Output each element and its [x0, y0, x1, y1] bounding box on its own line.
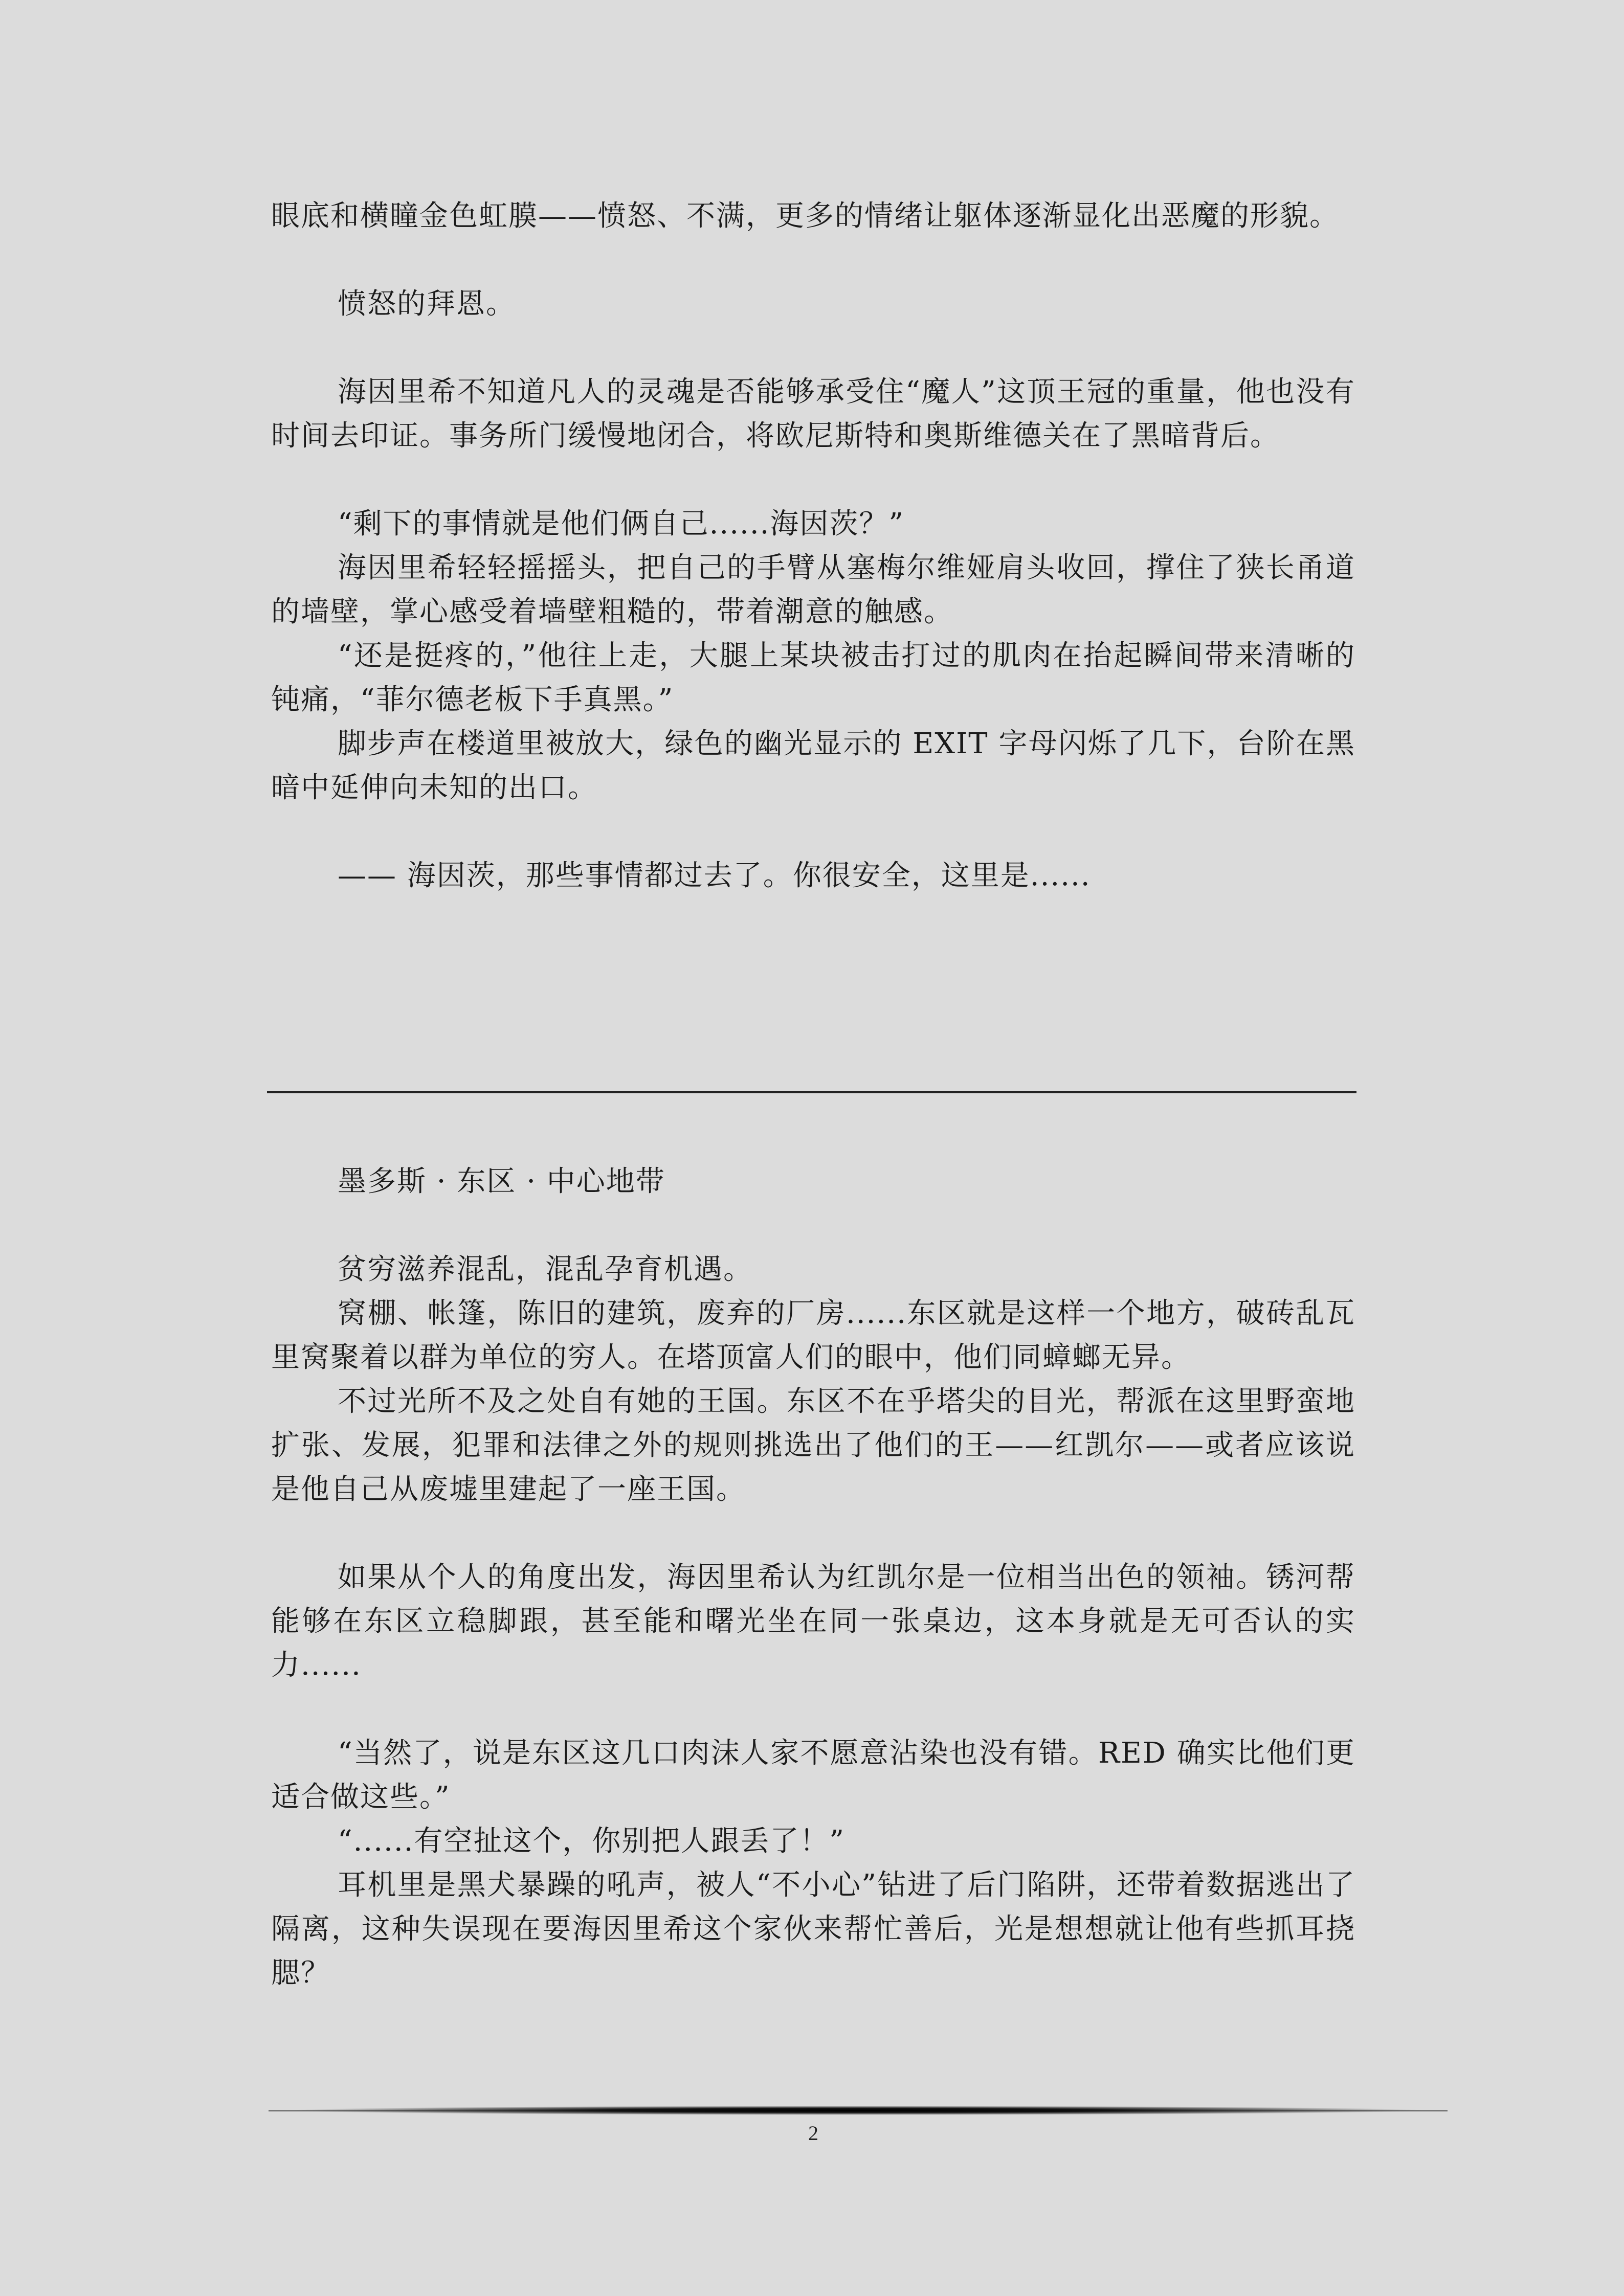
- paragraph: “还是挺疼的，”他往上走，大腿上某块被击打过的肌肉在抬起瞬间带来清晰的钝痛，“菲尔德老板下手真黑。”: [271, 639, 1355, 716]
- paragraph: 海因里希轻轻摇摇头，把自己的手臂从塞梅尔维娅肩头收回，撑住了狭长甬道的墙壁，掌心感受着墙壁粗糙的，带着潮意的触感。: [271, 551, 1355, 628]
- section-heading: 墨多斯 · 东区 · 中心地带: [338, 1165, 665, 1198]
- paragraph: 脚步声在楼道里被放大，绿色的幽光显示的 EXIT 字母闪烁了几下，台阶在黑暗中延伸向未知的出口。: [271, 727, 1355, 804]
- section-divider: [267, 1091, 1356, 1093]
- paragraph: “剩下的事情就是他们俩自己......海因茨？”: [338, 507, 905, 541]
- paragraph: 如果从个人的角度出发，海因里希认为红凯尔是一位相当出色的领袖。锈河帮能够在东区立稳脚跟，甚至能和曙光坐在同一张桌边，这本身就是无可否认的实力......: [271, 1561, 1355, 1682]
- paragraph: “当然了，说是东区这几口肉沫人家不愿意沾染也没有错。RED 确实比他们更适合做这些。”: [271, 1737, 1355, 1814]
- paragraph-gap: [271, 458, 1355, 502]
- section-two: [271, 1160, 1355, 1995]
- footer-ornament: [269, 2106, 1448, 2115]
- paragraph-gap: [271, 1512, 1355, 1556]
- paragraph-gap: [271, 1204, 1355, 1248]
- section-one: [271, 194, 1355, 898]
- paragraph: “......有空扯这个，你别把人跟丢了！”: [338, 1825, 846, 1858]
- paragraph: 贫穷滋养混乱，混乱孕育机遇。: [338, 1253, 753, 1286]
- paragraph: —— 海因茨，那些事情都过去了。你很安全，这里是......: [338, 859, 1091, 892]
- paragraph-gap: [271, 1687, 1355, 1731]
- paragraph: 海因里希不知道凡人的灵魂是否能够承受住“魔人”这顶王冠的重量，他也没有时间去印证。事务所门缓慢地闭合，将欧尼斯特和奥斯维德关在了黑暗背后。: [271, 375, 1355, 453]
- paragraph: 窝棚、帐篷，陈旧的建筑，废弃的厂房......东区就是这样一个地方，破砖乱瓦里窝聚着以群为单位的穷人。在塔顶富人们的眼中，他们同蟑螂无异。: [271, 1297, 1355, 1374]
- paragraph: 眼底和横瞳金色虹膜——愤怒、不满，更多的情绪让躯体逐渐显化出恶魔的形貌。: [271, 199, 1339, 233]
- paragraph-gap: [271, 326, 1355, 370]
- paragraph-gap: [271, 810, 1355, 854]
- page-number: 2: [808, 2122, 818, 2145]
- paragraph: 愤怒的拜恩。: [338, 287, 516, 321]
- paragraph: 不过光所不及之处自有她的王国。东区不在乎塔尖的目光，帮派在这里野蛮地扩张、发展，犯罪和法律之外的规则挑选出了他们的王——红凯尔——或者应该说是他自己从废墟里建起了一座王国。: [271, 1385, 1355, 1506]
- paragraph-gap: [271, 238, 1355, 282]
- paragraph: 耳机里是黑犬暴躁的吼声，被人“不小心”钻进了后门陷阱，还带着数据逃出了隔离，这种失误现在要海因里希这个家伙来帮忙善后，光是想想就让他有些抓耳挠腮？: [271, 1869, 1355, 1990]
